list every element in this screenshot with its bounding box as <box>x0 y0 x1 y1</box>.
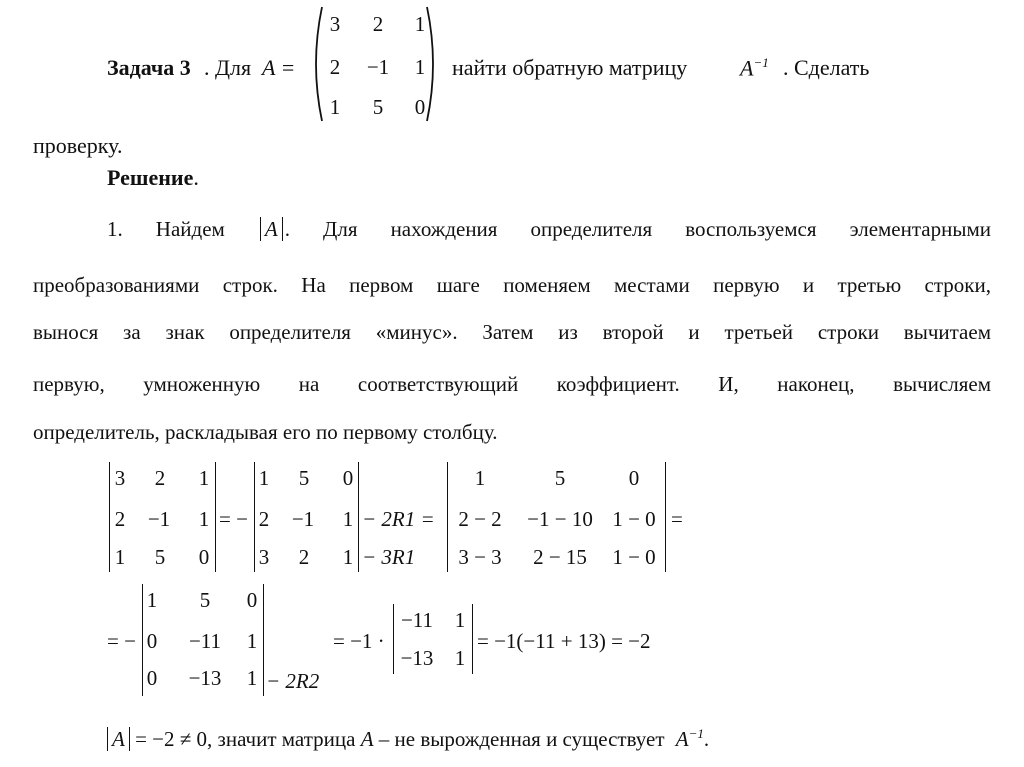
det-a-symbol: A <box>107 727 130 751</box>
matrix-cell: 2 <box>329 55 341 79</box>
matrix-cell: −1 <box>366 55 390 79</box>
row-op: − 3R1 <box>362 545 416 569</box>
task-a-eq: A = <box>262 55 296 80</box>
matrix-cell: 5 <box>372 95 384 119</box>
task-dla: . Для <box>204 55 252 80</box>
matrix-cell: 1 <box>414 55 426 79</box>
row-op: − 2R1 = <box>362 507 435 531</box>
matrix-cell: 1 <box>414 12 426 36</box>
paragraph-line: первую, умноженную на соответствующий коэффициент. И, наконец, вычисляем <box>33 372 991 396</box>
paragraph-line: 1. Найдем A . Для нахождения определителя воспользуемся элементарными <box>107 217 991 241</box>
result: = −1(−11 + 13) = −2 <box>477 629 651 653</box>
paragraph-line: преобразованиями строк. На первом шаге поменяем местами первую и третью строки, <box>33 273 991 297</box>
det-a-symbol: A <box>260 217 283 241</box>
task-text-2: . Сделать <box>783 55 870 80</box>
eq-sign: = <box>671 507 683 531</box>
task-text: найти обратную матрицу <box>452 55 688 80</box>
paragraph-line: определитель, раскладывая его по первому столбцу. <box>33 420 498 444</box>
task-inv: $A^{-1}$ <box>740 55 769 81</box>
paragraph-line: вынося за знак определителя «минус». Затем из второй и третьей строки вычитаем <box>33 320 991 344</box>
eq-minus: = − <box>107 629 136 653</box>
matrix-cell: 0 <box>414 95 426 119</box>
task-line-2: проверку. <box>33 133 123 158</box>
task-heading: Задача 3 <box>107 55 191 80</box>
matrix-cell: 3 <box>329 12 341 36</box>
eq-minus: = − <box>219 507 248 531</box>
left-paren-icon <box>308 4 326 124</box>
matrix-cell: 2 <box>372 12 384 36</box>
minus-one-dot: = −1 · <box>333 629 385 653</box>
solution-label: Решение. <box>107 165 199 190</box>
row-op: − 2R2 <box>266 669 320 693</box>
conclusion: A = −2 ≠ 0, значит матрица A – не вырожденная и существует $A^{-1}$. <box>107 726 709 752</box>
matrix-cell: 1 <box>329 95 341 119</box>
